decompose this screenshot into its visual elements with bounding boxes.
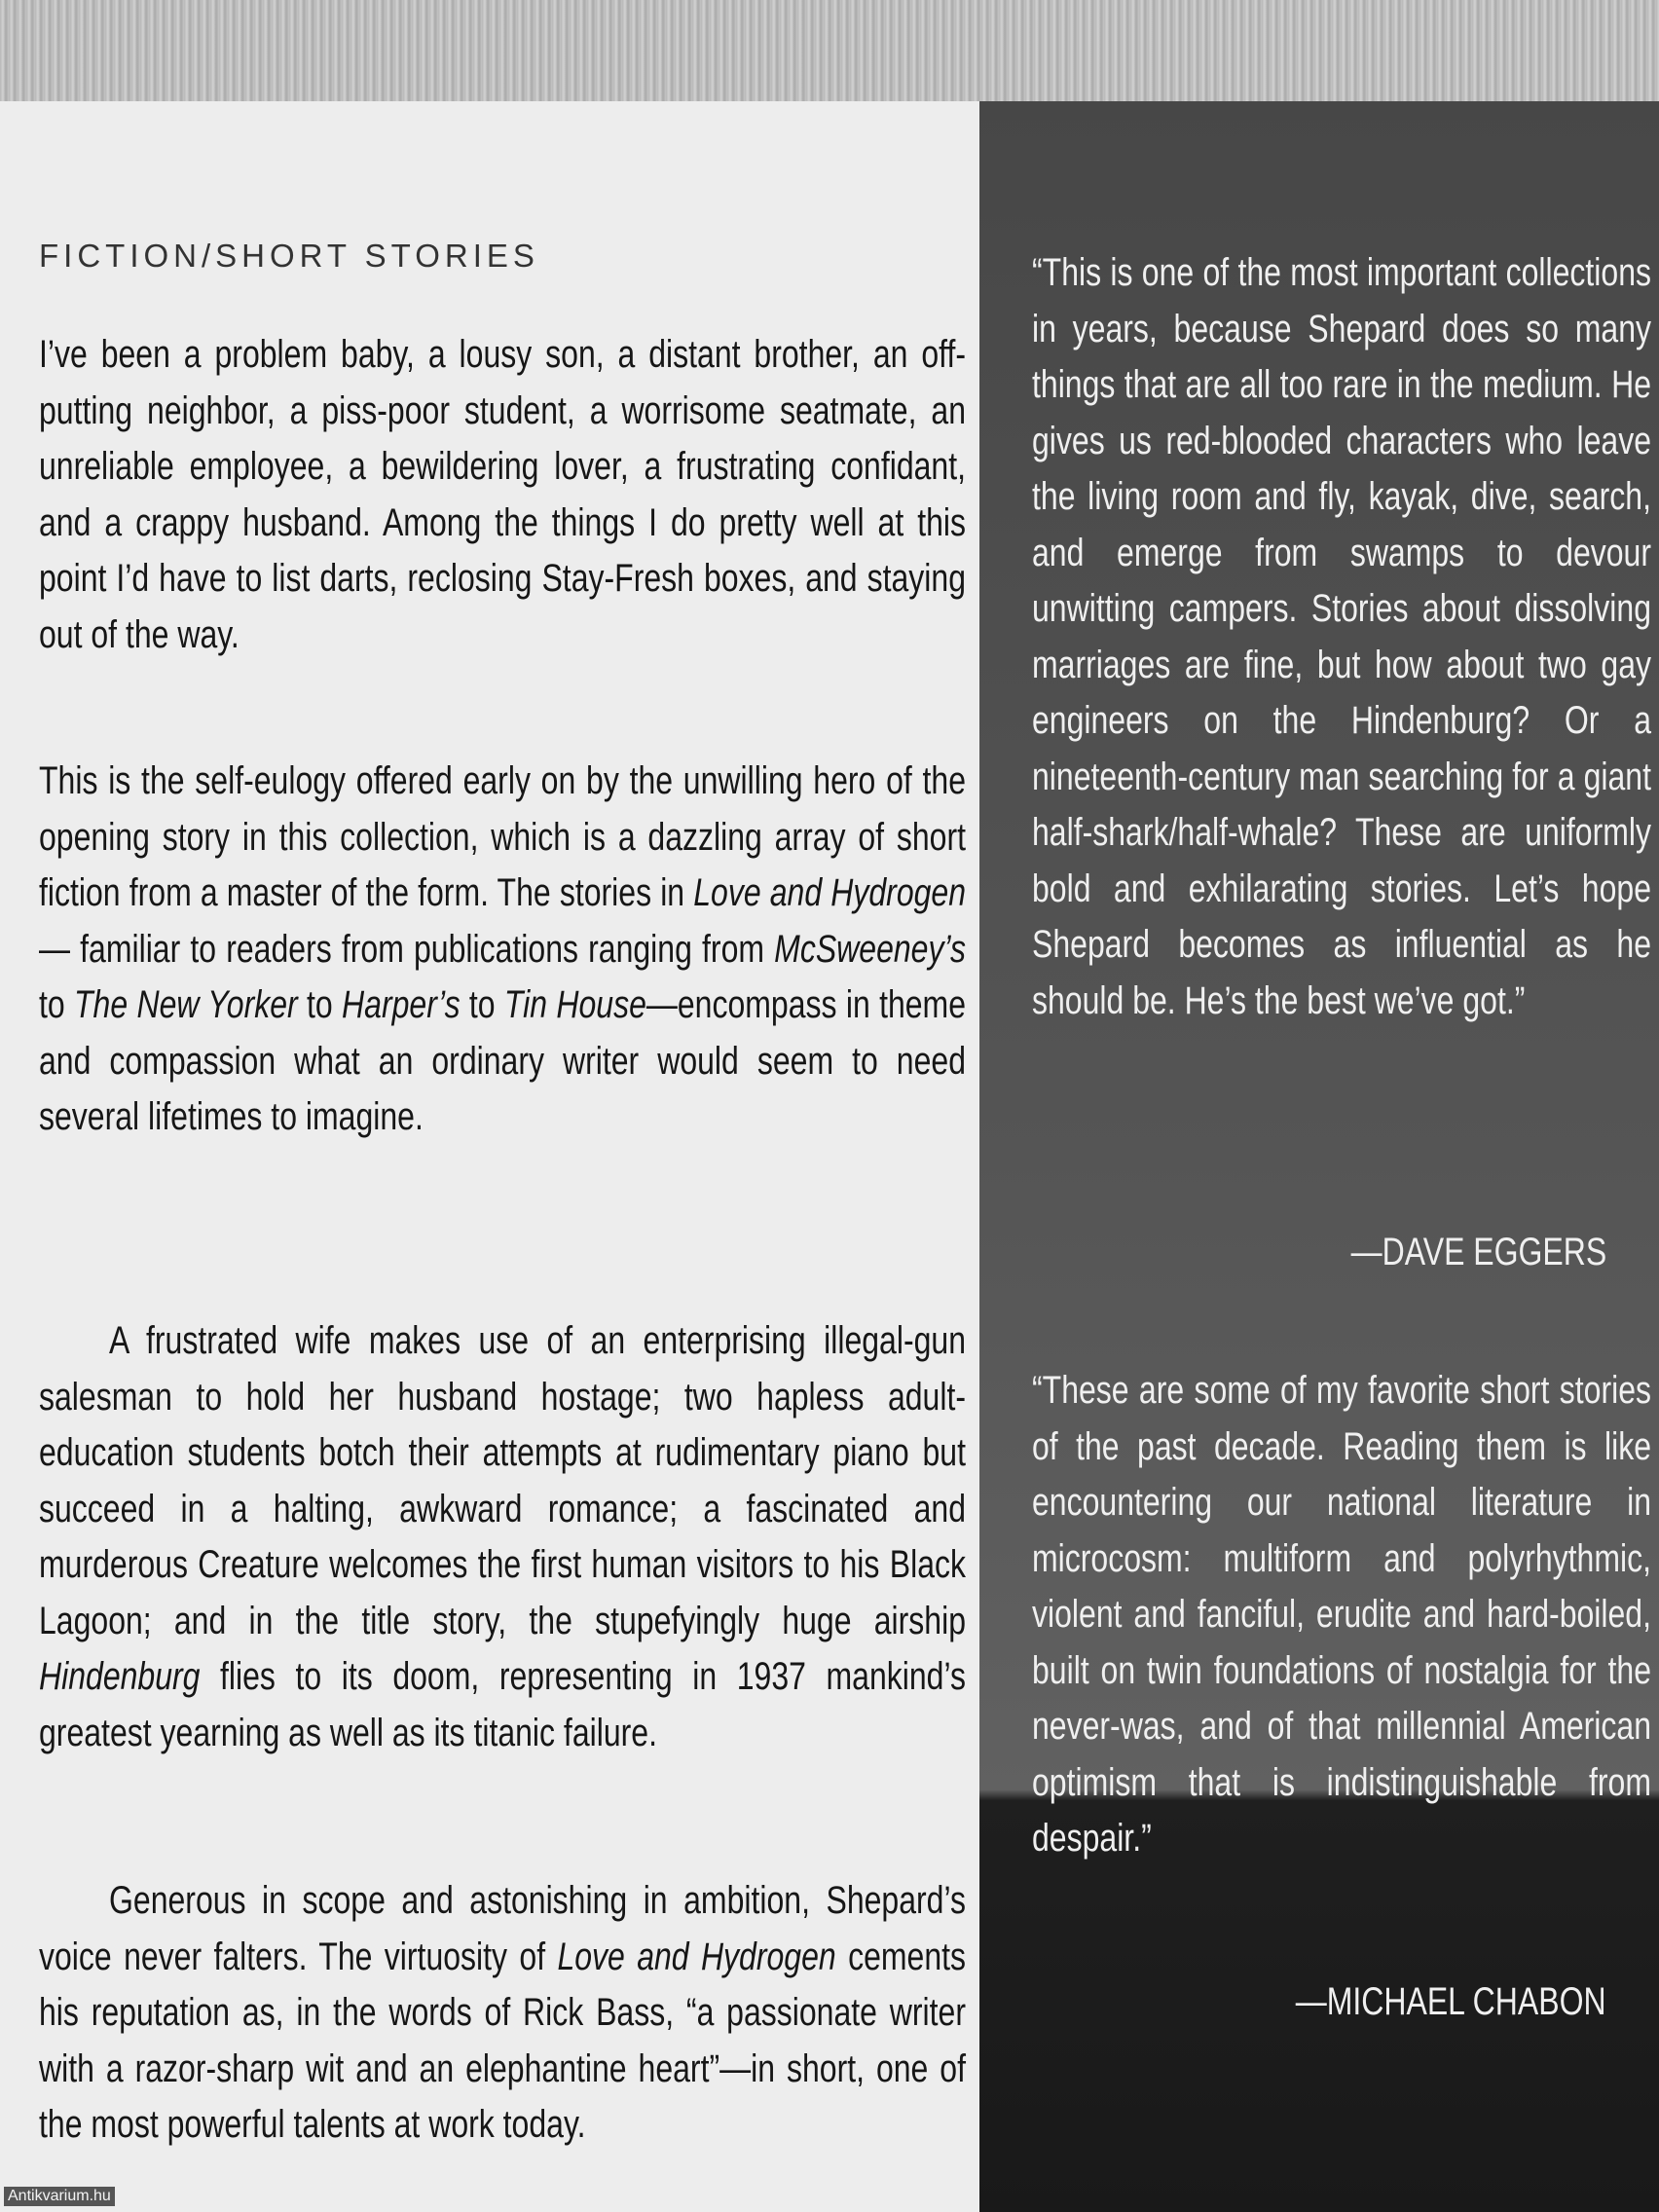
publication-name: McSweeney’s [774,927,966,971]
publication-name: The New Yorker [74,983,298,1026]
opening-excerpt: I’ve been a problem baby, a lousy son, a distant brother, an off-putting neighbor, a piss-poor student, a worrisome seatmate, an unreliable employee, a bewildering lover, a frustrating confidant, and a crappy husband. Among the things I do pretty well at this point I’d have to list darts, reclosing Stay-Fresh boxes, and staying out of the way. [39,333,966,656]
description-paragraph-2: A frustrated wife makes use of an enterprising illegal-gun salesman to hold her husband hostage; two hapless adult-education students botch their attempts at rudimentary piano but succeed in a halting, awkward romance; a fascinated and murderous Creature welcomes the first human visitors to his Black Lagoon; and in the title story, the stupefyingly huge airship Hindenburg flies to its doom, representing in 1937 mankind’s greatest yearning as well as its titanic failure. [39,1319,966,1754]
blurb-quote-eggers: “This is one of the most important collections in years, because Shepard does so many things that are all too rare in the medium. He gives us red-blooded characters who leave the living room and fly, kayak, dive, search, and emerge from swamps to devour unwitting campers. Stories about dissolving marriages are fine, but how about two gay engineers on the Hindenburg? Or a nineteenth-century man searching for a giant half-shark/half-whale? These are uniformly bold and exhilarating stories. Let’s hope Shepard becomes as influential as he should be. He’s the best we’ve got.” [1032,251,1651,1022]
blurb-attribution-chabon: —MICHAEL CHABON [1296,1980,1606,2023]
publication-name: Harper’s [342,983,461,1026]
blurb-attribution-eggers: —DAVE EGGERS [1350,1231,1606,1273]
blurb-quote-chabon: “These are some of my favorite short stories of the past decade. Reading them is like encountering our national literature in microcosm: multiform and polyrhythmic, violent and fanciful, erudite and hard-boiled, built on twin foundations of nostalgia for the never-was, and of that millennial American optimism that is indistinguishable from despair.” [1032,1369,1651,1860]
publication-name: Tin House [503,983,646,1026]
watermark: Antikvarium.hu [4,2187,115,2206]
category-label: FICTION/SHORT STORIES [39,238,539,274]
description-paragraph-3: Generous in scope and astonishing in ambition, Shepard’s voice never falters. The virtuosity of Love and Hydrogen cements his reputation as, in the words of Rick Bass, “a passionate writer with a razor-sharp wit and an elephantine heart”—in short, one of the most powerful talents at work today. [39,1879,967,2146]
book-title: Love and Hydrogen [557,1935,836,1978]
airship-name: Hindenburg [39,1655,201,1698]
description-paragraph-1: This is the self-eulogy offered early on by the unwilling hero of the opening story in this collection, which is a dazzling array of short fiction from a master of the form. The stories in Love and Hydrogen— familiar to readers from publications ranging from McSweeney’s to The New Yorker to Harper’s to Tin House—encompass in theme and compassion what an ordinary writer would seem to need several lifetimes to imagine. [39,759,967,1138]
background-strip [0,0,1659,101]
back-cover-right-panel [979,101,1659,2212]
back-cover-left-panel [0,101,979,2212]
book-title: Love and Hydrogen [693,871,967,914]
